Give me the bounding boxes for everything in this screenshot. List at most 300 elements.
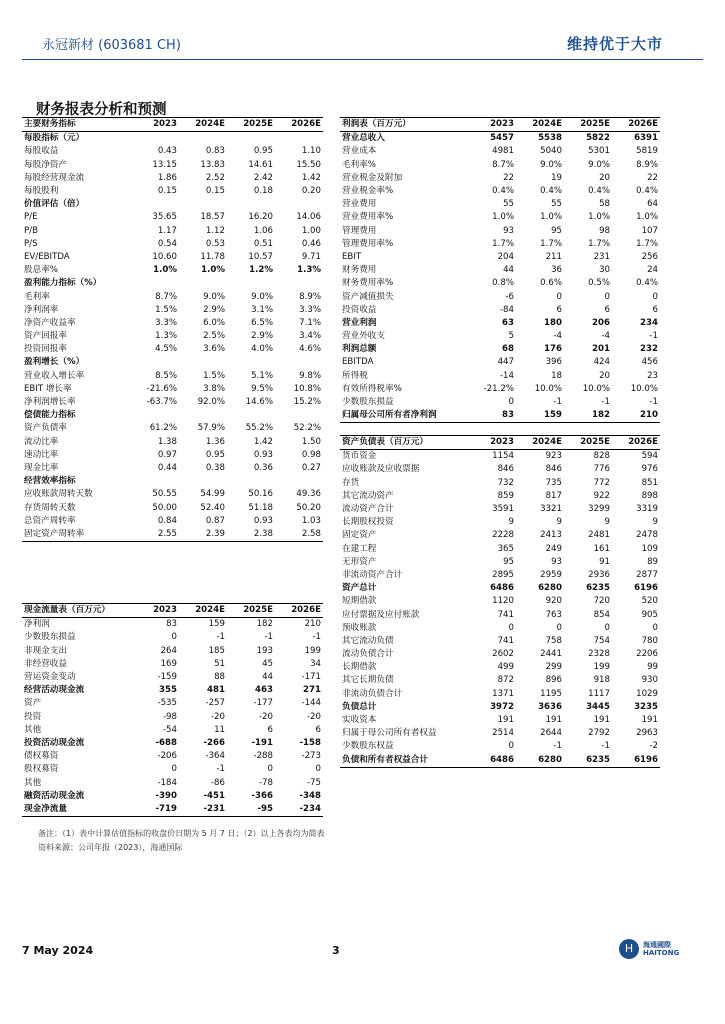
cell-value: 91 [599, 556, 610, 567]
cell-value: 6 [315, 724, 321, 735]
cell-value: 5457 [490, 133, 514, 144]
table-row [340, 290, 660, 303]
table-row [22, 290, 323, 303]
row-label: 净利润率 [24, 304, 59, 315]
cell-value: 24 [647, 265, 658, 276]
cell-value: 2.39 [179, 528, 227, 542]
row-label: 速动比率 [24, 449, 59, 460]
cell-value: 763 [545, 609, 562, 620]
cell-value [130, 356, 179, 369]
cell-value: -366 [251, 790, 273, 801]
table-header-row [340, 118, 660, 132]
table-row [340, 648, 660, 661]
cell-value: 6196 [634, 583, 658, 594]
cell-value: -1 [601, 397, 610, 408]
header-year: 2026E [612, 118, 660, 132]
cell-value: -1 [312, 632, 321, 643]
cell-value: 16.20 [248, 212, 273, 223]
cell-value: 1.10 [301, 146, 321, 157]
cell-value: 299 [545, 662, 562, 673]
cell-value: 3.1% [251, 304, 273, 315]
cell-value [227, 409, 275, 422]
row-label: 货币资金 [342, 451, 377, 462]
table-row [22, 383, 323, 396]
cell-value: 3319 [636, 504, 658, 515]
logo-text-en: HAITONG [643, 949, 680, 957]
cell-value: 1.0% [540, 212, 562, 223]
row-label: 其他 [24, 777, 42, 788]
cell-value: -1 [216, 632, 225, 643]
cell-value: 0.53 [205, 238, 225, 249]
cell-value: 2.9% [251, 331, 273, 342]
cell-value: 3.4% [299, 331, 321, 342]
table-row [22, 145, 323, 158]
cell-value: 0.93 [253, 515, 273, 526]
cell-value: 1.42 [253, 436, 273, 447]
cell-value: 2478 [636, 530, 658, 541]
table-row [340, 556, 660, 569]
cell-value [179, 475, 227, 488]
row-label: 净利润 [24, 619, 50, 630]
cell-value: 20 [599, 172, 610, 183]
cell-value: 4.6% [299, 344, 321, 355]
table-row [22, 631, 323, 644]
row-label: 所得税 [342, 370, 368, 381]
table-row [340, 688, 660, 701]
cell-value: -21.6% [146, 383, 177, 394]
table-row [340, 635, 660, 648]
cell-value: 0.87 [205, 515, 225, 526]
table-row [340, 356, 660, 369]
row-label: 无形资产 [342, 556, 377, 567]
row-label: 流动资产合计 [342, 504, 394, 515]
cell-value [275, 475, 323, 488]
row-label: 每股净资产 [24, 159, 67, 170]
cell-value: 0.46 [301, 238, 321, 249]
header-label: 现金流量表（百万元） [22, 604, 130, 618]
cell-value: 191 [593, 715, 610, 726]
cell-value: 1.5% [203, 370, 225, 381]
table-row [22, 462, 323, 475]
cell-value: 2.58 [275, 528, 323, 542]
cell-value: 13.15 [152, 159, 177, 170]
table-row [22, 658, 323, 671]
row-label: 少数股东权益 [342, 741, 394, 752]
cell-value: 9.0% [203, 291, 225, 302]
cell-value: 6486 [468, 754, 516, 768]
cell-value: 1371 [492, 688, 514, 699]
cash-flow-table [22, 603, 323, 817]
cell-value: -20 [306, 711, 321, 722]
cell-value: 5301 [588, 146, 610, 157]
cell-value: -257 [205, 698, 225, 709]
header-label: 利润表（百万元） [340, 118, 468, 132]
table-row [340, 317, 660, 330]
cell-value: 109 [641, 543, 658, 554]
cell-value: -144 [301, 698, 321, 709]
cell-value: -1 [216, 764, 225, 775]
cell-value: 0.20 [301, 186, 321, 197]
cell-value: 57.9% [197, 423, 225, 434]
cell-value: -1 [601, 741, 610, 752]
cell-value: 2.52 [205, 172, 225, 183]
cell-value: -84 [499, 304, 514, 315]
cell-value: 2228 [492, 530, 514, 541]
row-label: 非经营收益 [24, 658, 67, 669]
cell-value: 1.42 [301, 172, 321, 183]
table-row [22, 501, 323, 514]
cell-value: 64 [647, 199, 658, 210]
row-label: 存货周转天数 [24, 502, 76, 513]
table-row [22, 515, 323, 528]
table-row [340, 304, 660, 317]
row-label: 营业费用率% [342, 212, 394, 223]
cell-value: 1.50 [301, 436, 321, 447]
cell-value: 14.6% [245, 397, 273, 408]
cell-value: 107 [641, 225, 658, 236]
cell-value: 10.57 [248, 251, 273, 262]
cell-value: 204 [497, 251, 514, 262]
cell-value: 61.2% [149, 423, 177, 434]
cell-value: 2877 [636, 569, 658, 580]
table-row [340, 477, 660, 490]
row-label: EV/EBITDA [24, 251, 70, 262]
cell-value: -451 [203, 790, 225, 801]
cell-value: 1.0% [492, 212, 514, 223]
cell-value: 99 [647, 662, 658, 673]
cell-value: 0 [652, 622, 658, 633]
table-row [340, 503, 660, 516]
cell-value: 2.9% [203, 304, 225, 315]
row-label: 其它长期负债 [342, 675, 394, 686]
row-label: 盈利能力指标（%） [24, 278, 102, 289]
cell-value: 1.0% [201, 265, 225, 276]
cell-value: 211 [545, 251, 562, 262]
cell-value: -234 [275, 803, 323, 817]
table-row [340, 238, 660, 251]
rating-slogan: 维持优于大市 [566, 35, 663, 53]
row-label: 非现金支出 [24, 645, 67, 656]
header-label: 资产负债表（百万元） [340, 436, 468, 450]
cell-value: -14 [499, 370, 514, 381]
cell-value: 447 [497, 357, 514, 368]
cell-value: 0.93 [253, 449, 273, 460]
cell-value: 772 [593, 477, 610, 488]
cell-value: 161 [593, 543, 610, 554]
row-label: 财务费用率% [342, 278, 394, 289]
cell-value: 859 [497, 490, 514, 501]
cell-value: 169 [160, 658, 177, 669]
cell-value: 741 [497, 609, 514, 620]
cell-value: 50.20 [296, 502, 321, 513]
header-year: 2023 [130, 604, 179, 618]
cell-value: 0.95 [253, 146, 273, 157]
row-label: 少数股东损益 [342, 397, 394, 408]
table-row [340, 145, 660, 158]
cell-value: 0 [652, 291, 658, 302]
cell-value: 45 [262, 658, 273, 669]
cell-value: -158 [299, 737, 321, 748]
cell-value: 817 [545, 490, 562, 501]
cell-value: 2206 [636, 649, 658, 660]
cell-value: 0.15 [157, 186, 177, 197]
table-row [340, 132, 660, 146]
cell-value: 0 [315, 764, 321, 775]
cell-value: 3321 [540, 504, 562, 515]
table-row [22, 330, 323, 343]
cell-value: 55 [551, 199, 562, 210]
cell-value: -159 [157, 672, 177, 683]
table-row [22, 211, 323, 224]
cell-value: 9.71 [301, 251, 321, 262]
header-year: 2025E [227, 118, 275, 132]
cell-value: 8.9% [299, 291, 321, 302]
cell-value: 22 [647, 172, 658, 183]
cell-value: 0.6% [540, 278, 562, 289]
cell-value: -266 [203, 737, 225, 748]
row-label: 管理费用率% [342, 238, 394, 249]
cell-value: 0 [556, 291, 562, 302]
cell-value: -4 [553, 331, 562, 342]
cell-value: 18.57 [200, 212, 225, 223]
cell-value: 0.54 [157, 238, 177, 249]
cell-value: 898 [641, 490, 658, 501]
table-row [22, 304, 323, 317]
table-row [340, 529, 660, 542]
table-row [22, 198, 323, 211]
cell-value [179, 132, 227, 146]
cell-value: 754 [593, 635, 610, 646]
company-ticker: 永冠新材 (603681 CH) [42, 38, 181, 53]
cell-value: 0.43 [157, 146, 177, 157]
cell-value [130, 198, 179, 211]
header-year: 2024E [516, 118, 564, 132]
row-label: 预收账款 [342, 622, 377, 633]
row-label: 每股收益 [24, 146, 59, 157]
cell-value [227, 132, 275, 146]
cell-value: 6235 [564, 754, 612, 768]
table-row [22, 475, 323, 488]
cell-value: 896 [545, 675, 562, 686]
cell-value: 191 [545, 715, 562, 726]
cell-value: 776 [593, 464, 610, 475]
table-row [340, 714, 660, 727]
row-label: 营业总收入 [342, 133, 385, 144]
cell-value: 1.2% [249, 265, 273, 276]
row-label: 财务费用 [342, 265, 377, 276]
cell-value: 231 [593, 251, 610, 262]
cell-value: 930 [641, 675, 658, 686]
cell-value: -1 [649, 397, 658, 408]
cell-value [227, 277, 275, 290]
cell-value: 3.6% [203, 344, 225, 355]
cell-value: 9.8% [299, 370, 321, 381]
table-row [340, 343, 660, 356]
table-row [22, 737, 323, 750]
row-label: 每股指标（元） [24, 133, 85, 144]
cell-value: 735 [545, 477, 562, 488]
cell-value: 3299 [588, 504, 610, 515]
cell-value [179, 198, 227, 211]
cell-value: 1.12 [205, 225, 225, 236]
cell-value: 0.95 [205, 449, 225, 460]
cell-value [130, 277, 179, 290]
cell-value: -21.2% [483, 383, 514, 394]
cell-value: 2.38 [227, 528, 275, 542]
cell-value: 520 [641, 596, 658, 607]
cell-value: 758 [545, 635, 562, 646]
cell-value [227, 356, 275, 369]
cell-value: 9 [604, 517, 610, 528]
cell-value: 0.4% [636, 278, 658, 289]
cell-value: 2644 [540, 728, 562, 739]
cell-value: 5.1% [251, 370, 273, 381]
cell-value: 6280 [538, 583, 562, 594]
cell-value: 732 [497, 477, 514, 488]
cell-value: 4.5% [155, 344, 177, 355]
row-label: 有效所得税率% [342, 383, 402, 394]
cell-value [130, 132, 179, 146]
cell-value: -535 [157, 698, 177, 709]
cell-value: 0.5% [588, 278, 610, 289]
cell-value: 0 [604, 622, 610, 633]
table-row [340, 740, 660, 753]
table-row [22, 132, 323, 146]
table-header-row [22, 604, 323, 618]
row-label: 净资产收益率 [24, 317, 76, 328]
table-row [22, 776, 323, 789]
cell-value: 3972 [490, 701, 514, 712]
row-label: 每股经营现金流 [24, 172, 85, 183]
cell-value: 210 [304, 619, 321, 630]
cell-value: 95 [503, 556, 514, 567]
cell-value: 14.61 [248, 159, 273, 170]
cell-value: 0 [508, 622, 514, 633]
cell-value: 720 [593, 596, 610, 607]
table-row [340, 661, 660, 674]
header-year: 2023 [468, 436, 516, 450]
row-label: 非流动负债合计 [342, 688, 403, 699]
cell-value: 6486 [490, 583, 514, 594]
row-label: 投资 [24, 711, 42, 722]
cell-value: 1.0% [588, 212, 610, 223]
cell-value: -171 [301, 672, 321, 683]
table-row [22, 436, 323, 449]
cell-value: 83 [166, 619, 177, 630]
cell-value: 50.16 [248, 489, 273, 500]
cell-value: 2481 [588, 530, 610, 541]
cell-value: 6391 [634, 133, 658, 144]
cell-value: 0 [171, 632, 177, 643]
row-label: 经营效率指标 [24, 476, 76, 487]
cell-value: 1.7% [492, 238, 514, 249]
cell-value: 44 [262, 672, 273, 683]
cell-value: 49.36 [296, 489, 321, 500]
cell-value: 2602 [492, 649, 514, 660]
cell-value: -6 [505, 291, 514, 302]
cell-value [275, 277, 323, 290]
cell-value: 34 [310, 658, 321, 669]
cell-value: 0 [604, 291, 610, 302]
row-label: P/E [24, 212, 38, 223]
cell-value: 52.40 [200, 502, 225, 513]
row-label: 营业税金率% [342, 186, 394, 197]
table-row [340, 383, 660, 396]
table-row [340, 582, 660, 595]
cell-value: 0.97 [157, 449, 177, 460]
cell-value: 10.8% [293, 383, 321, 394]
cell-value: 365 [497, 543, 514, 554]
row-label: 在建工程 [342, 543, 377, 554]
cell-value: 93 [503, 225, 514, 236]
cell-value: 6 [267, 724, 273, 735]
row-label: 资产负债率 [24, 423, 67, 434]
row-label: 其它流动负债 [342, 635, 394, 646]
cell-value: 6196 [612, 754, 660, 768]
table-row [22, 251, 323, 264]
table-row [340, 370, 660, 383]
cell-value: 1195 [540, 688, 562, 699]
row-label: EBITDA [342, 357, 374, 368]
cell-value: 20 [599, 370, 610, 381]
table-row [340, 409, 660, 423]
table-row [340, 198, 660, 211]
row-label: 投资回报率 [24, 344, 67, 355]
cell-value [227, 475, 275, 488]
header-year: 2024E [179, 604, 227, 618]
cell-value: 1.7% [588, 238, 610, 249]
row-label: 应收账款周转天数 [24, 489, 93, 500]
row-label: 总资产周转率 [24, 515, 76, 526]
table-row [22, 790, 323, 803]
cell-value: 6 [652, 304, 658, 315]
cell-value: 6 [604, 304, 610, 315]
cell-value: 5822 [586, 133, 610, 144]
cell-value: 15.2% [293, 397, 321, 408]
cell-value: 1117 [588, 688, 610, 699]
row-label: 股权募资 [24, 764, 59, 775]
cell-value: 51 [214, 658, 225, 669]
cell-value: 93 [551, 556, 562, 567]
row-label: 其他 [24, 724, 42, 735]
cell-value: 5819 [636, 146, 658, 157]
cell-value: 1.7% [540, 238, 562, 249]
row-label: 应付票据及应付账款 [342, 609, 420, 620]
row-label: 长期股权投资 [342, 517, 394, 528]
row-label: P/B [24, 225, 38, 236]
cell-value: 271 [303, 685, 321, 696]
cell-value: 0.8% [492, 278, 514, 289]
cell-value: 36 [551, 265, 562, 276]
cell-value: 10.0% [630, 383, 658, 394]
cell-value [275, 356, 323, 369]
cell-value: 1.3% [155, 331, 177, 342]
header-year: 2023 [130, 118, 179, 132]
cell-value: 0 [508, 741, 514, 752]
row-label: 流动比率 [24, 436, 59, 447]
balance-sheet-table [340, 435, 660, 768]
row-label: 长期借款 [342, 662, 377, 673]
row-label: 股息率% [24, 265, 58, 276]
cell-value: 1.36 [205, 436, 225, 447]
header-year: 2024E [179, 118, 227, 132]
cell-value: -364 [205, 751, 225, 762]
table-row [340, 251, 660, 264]
cell-value: 1.00 [301, 225, 321, 236]
cell-value: 11.78 [200, 251, 225, 262]
cell-value: 0.44 [157, 462, 177, 473]
cell-value: 185 [208, 645, 225, 656]
